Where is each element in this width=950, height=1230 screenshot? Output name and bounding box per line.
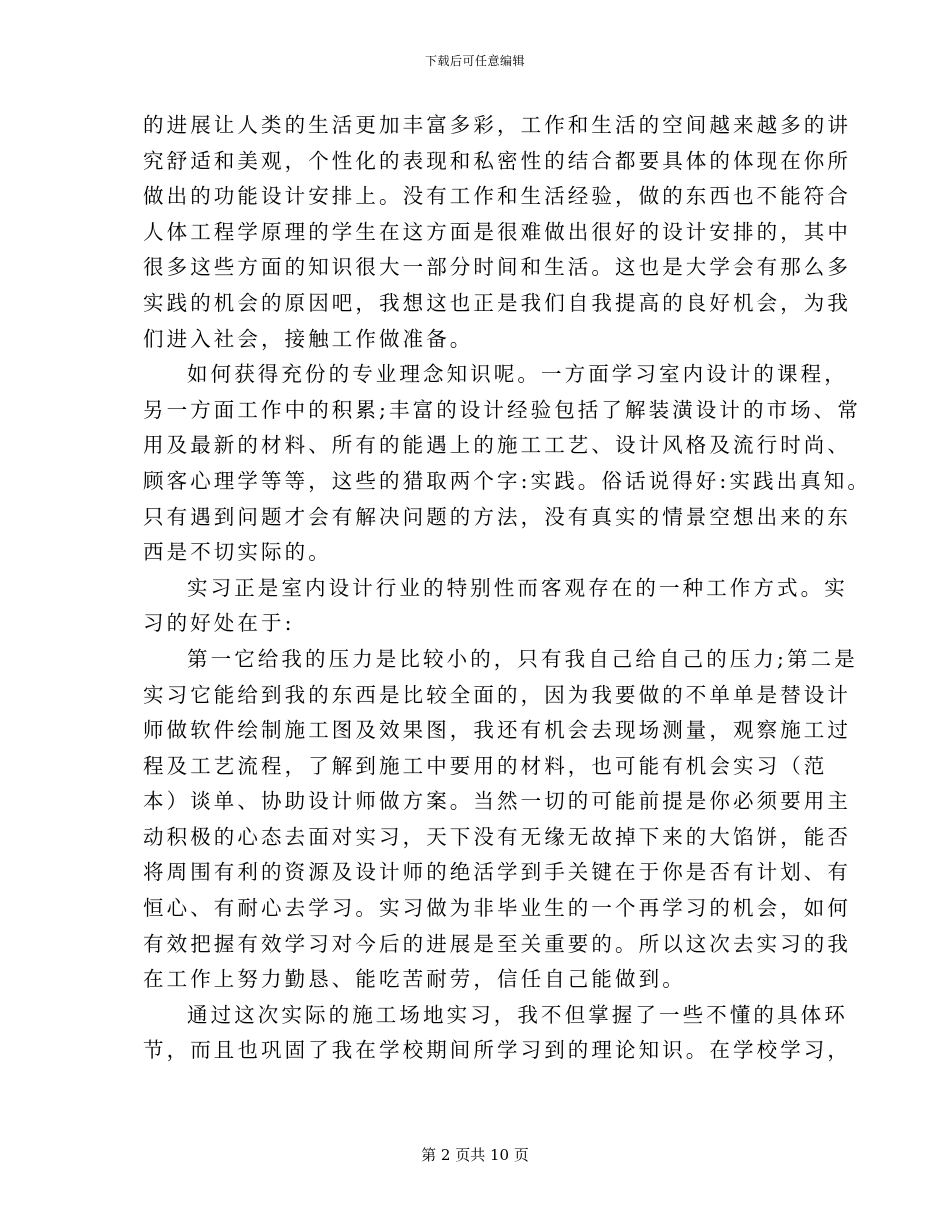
paragraph-first-line: 实习正是室内设计行业的特别性而客观存在的一种工作方式。实: [187, 575, 848, 600]
document-body: [143, 108, 872, 1069]
text-line: 恒心、有耐心去学习。实习做为非毕业生的一个再学习的机会，如何: [143, 896, 851, 921]
text-line: 做出的功能设计安排上。没有工作和生活经验，做的东西也不能符合: [143, 184, 851, 209]
text-line: 另一方面工作中的积累;丰富的设计经验包括了解装潢设计的市场、常: [143, 397, 862, 422]
text-line: 将周围有利的资源及设计师的绝活学到手关键在于你是否有计划、有: [143, 860, 851, 885]
text-line: 有效把握有效学习对今后的进展是至关重要的。所以这次去实习的我: [143, 931, 851, 956]
text-line: 在工作上努力勤恳、能吃苦耐劳，信任自己能做到。: [143, 967, 686, 992]
text-line: 动积极的心态去面对实习，天下没有无缘无故掉下来的大馅饼，能否: [143, 824, 851, 849]
paragraph-first-line: 如何获得充份的专业理念知识呢。一方面学习室内设计的课程，: [187, 362, 848, 387]
text-line: 用及最新的材料、所有的能遇上的施工工艺、设计风格及流行时尚、: [143, 433, 851, 458]
text-line: 人体工程学原理的学生在这方面是很难做出很好的设计安排的，其中: [143, 219, 851, 244]
text-line: 本）谈单、协助设计师做方案。当然一切的可能前提是你必须要用主: [143, 789, 851, 814]
text-line: 很多这些方面的知识很大一部分时间和生活。这也是大学会有那么多: [143, 255, 851, 280]
text-line: 实习它能给到我的东西是比较全面的，因为我要做的不单单是替设计: [143, 682, 851, 707]
page-footer: 第 2 页共 10 页: [421, 1146, 529, 1164]
text-line: 节，而且也巩固了我在学校期间所学习到的理论知识。在学校学习，: [143, 1038, 851, 1063]
text-line: 实践的机会的原因吧，我想这也正是我们自我提高的良好机会，为我: [143, 290, 851, 315]
text-line: 只有遇到问题才会有解决问题的方法，没有真实的情景空想出来的东: [143, 504, 851, 529]
text-line: 习的好处在于:: [143, 611, 295, 636]
text-line: 们进入社会，接触工作做准备。: [143, 326, 474, 351]
text-line: 的进展让人类的生活更加丰富多彩，工作和生活的空间越来越多的讲: [143, 113, 851, 137]
text-line: 究舒适和美观，个性化的表现和私密性的结合都要具体的体现在你所: [143, 148, 851, 173]
text-line: 师做软件绘制施工图及效果图，我还有机会去现场测量，观察施工过: [143, 718, 851, 743]
text-line: 西是不切实际的。: [143, 540, 332, 565]
text-line: 顾客心理学等等，这些的猎取两个字:实践。俗话说得好:实践出真知。: [143, 468, 872, 493]
page-header: 下载后可任意编辑: [424, 54, 525, 68]
paragraph-first-line: 第一它给我的压力是比较小的，只有我自己给自己的压力;第二是: [187, 646, 858, 671]
paragraph-first-line: 通过这次实际的施工场地实习，我不但掌握了一些不懂的具体环: [187, 1002, 848, 1027]
text-line: 程及工艺流程，了解到施工中要用的材料，也可能有机会实习（范: [143, 753, 828, 778]
